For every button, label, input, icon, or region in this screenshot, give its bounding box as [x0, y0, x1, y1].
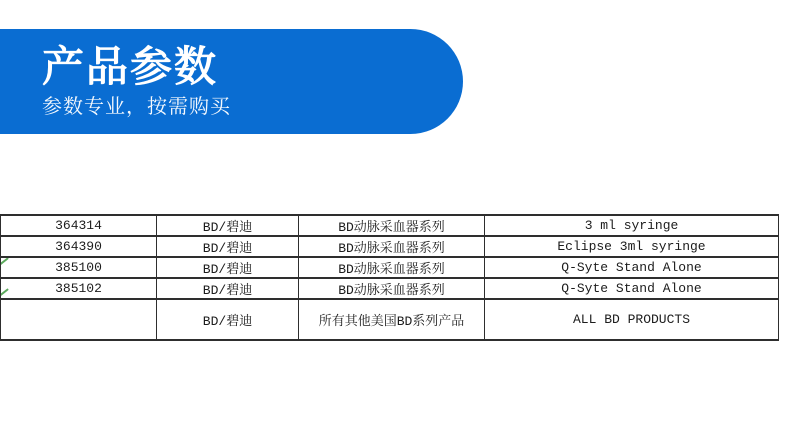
brand-cell: BD/碧迪	[157, 215, 299, 236]
product-code-cell: 385100	[1, 257, 157, 278]
product-name-cell: 3 ml syringe	[485, 215, 779, 236]
table-row	[1, 236, 779, 257]
brand-cell: BD/碧迪	[157, 257, 299, 278]
brand-cell: BD/碧迪	[157, 236, 299, 257]
product-code-cell: 385102	[1, 278, 157, 299]
spec-table	[0, 214, 779, 341]
product-code-cell: 364390	[1, 236, 157, 257]
table-row	[1, 278, 779, 299]
product-name-cell: ALL BD PRODUCTS	[485, 299, 779, 340]
series-cell: BD动脉采血器系列	[299, 236, 485, 257]
product-code-cell	[1, 299, 157, 340]
series-cell: BD动脉采血器系列	[299, 257, 485, 278]
table-row	[1, 257, 779, 278]
table-row	[1, 299, 779, 340]
product-code-cell: 364314	[1, 215, 157, 236]
series-cell: BD动脉采血器系列	[299, 278, 485, 299]
brand-cell: BD/碧迪	[157, 299, 299, 340]
header-banner	[0, 29, 463, 134]
page-title: 产品参数	[42, 42, 219, 90]
series-cell: BD动脉采血器系列	[299, 215, 485, 236]
series-cell: 所有其他美国BD系列产品	[299, 299, 485, 340]
page-subtitle: 参数专业，按需购买	[42, 96, 231, 119]
product-name-cell: Eclipse 3ml syringe	[485, 236, 779, 257]
product-name-cell: Q-Syte Stand Alone	[485, 278, 779, 299]
product-spec-table	[0, 214, 778, 341]
table-row	[1, 215, 779, 236]
product-name-cell: Q-Syte Stand Alone	[485, 257, 779, 278]
brand-cell: BD/碧迪	[157, 278, 299, 299]
